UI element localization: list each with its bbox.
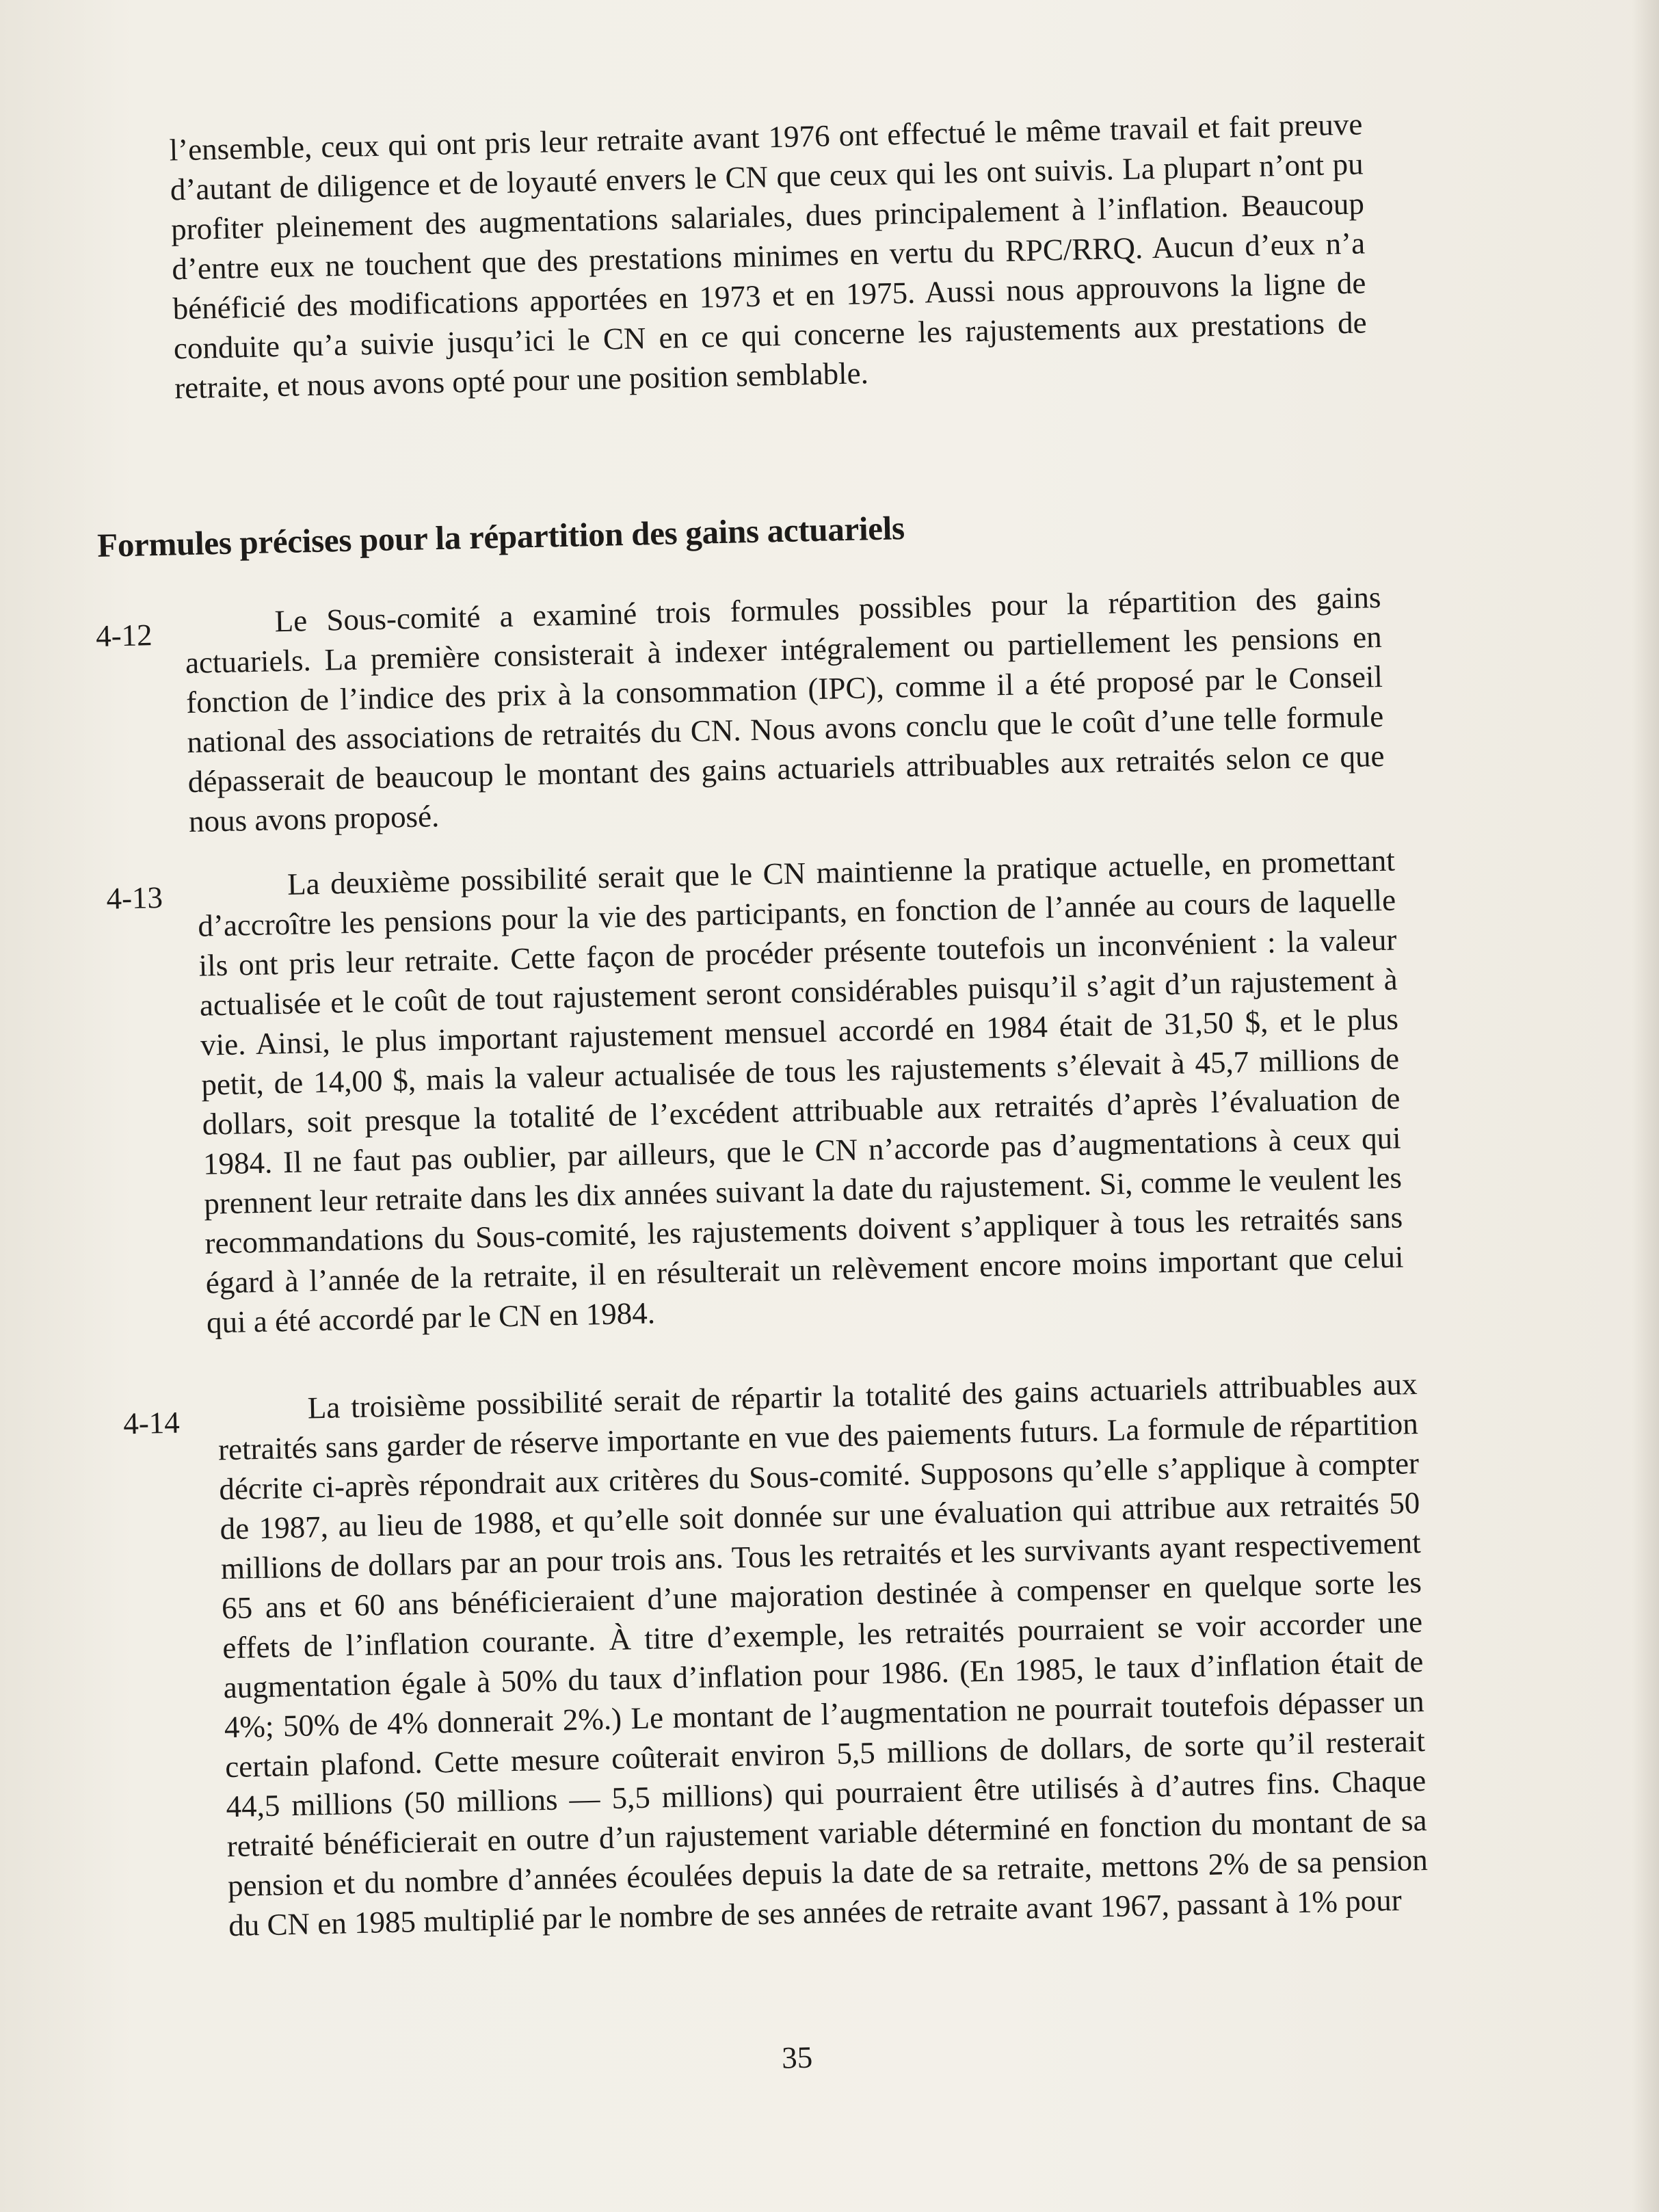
paragraph-4-12 bbox=[184, 577, 1385, 841]
paragraph-4-13 bbox=[197, 841, 1405, 1343]
page-number: 35 bbox=[781, 2040, 813, 2075]
paragraph-number-4-12: 4-12 bbox=[95, 618, 153, 653]
paragraph-4-13-text: La deuxième possibilité serait que le CN maintienne la pratique actuelle, en promettant d’accroître les pensions pour la vie des participants, en fonction de l’année au cours de laquelle ils ont pris leur retraite. Cette façon de procéder présente toutefois un inconvénient : la valeur actualisée et le coût de tout rajustement seront considérables puisqu’il s’agit d’un rajustement à vie. Ainsi, le plus important rajustement mensuel accordé en 1984 était de 31,50 $, et le plus petit, de 14,00 $, mais la valeur actualisée de tous les rajustements s’élevait à 45,7 millions de dollars, soit presque la totalité de l’excédent attribuable aux retraités d’après l’évaluation de 1984. Il ne faut pas oublier, par ailleurs, que le CN n’accorde pas d’augmentations à ceux qui prennent leur retraite dans les dix années suivant la date du rajustement. Si, comme le veulent les recommandations du Sous-comité, les rajustements doivent s’appliquer à tous les retraités sans égard à l’année de la retraite, il en résulterait un relèvement encore moins important que celui qui a été accordé par le CN en 1984. bbox=[197, 843, 1404, 1340]
paragraph-4-14 bbox=[217, 1364, 1429, 1945]
paragraph-number-4-14: 4-14 bbox=[122, 1405, 181, 1441]
paragraph-number-4-13: 4-13 bbox=[105, 880, 163, 916]
paragraph-4-12-text: Le Sous-comité a examiné trois formules possibles pour la répartition des gains actuariels. La première consisterait à indexer intégralement ou partiellement les pensions en fonction de l’indice des prix à la consommation (IPC), comme il a été proposé par le Conseil national des associations de retraités du CN. Nous avons conclu que le coût d’une telle formule dépasserait de beaucoup le montant des gains actuariels attribuables aux retraités selon ce que nous avons proposé. bbox=[185, 579, 1385, 839]
section-heading: Formules précises pour la répartition des gains actuariels bbox=[96, 509, 905, 564]
paragraph-4-14-text: La troisième possibilité serait de répartir la totalité des gains actuariels attribuables aux retraités sans garder de réserve importante en vue des paiements futurs. La formule de répartition décrite ci-après répondrait aux critères du Sous-comité. Supposons qu’elle s’applique à compter de 1987, au lieu de 1988, et qu’elle soit donnée sur une évaluation qui attribue aux retraités 50 millions de dollars par an pour trois ans. Tous les retraités et les survivants ayant respectivement 65 ans et 60 ans bénéficieraient d’une majoration destinée à compenser en quelque sorte les effets de l’inflation courante. À titre d’exemple, les retraités pourraient se voir accorder une augmentation égale à 50% du taux d’inflation pour 1986. (En 1985, le taux d’inflation était de 4%; 50% de 4% donnerait 2%.) Le montant de l’augmentation ne pourrait toutefois dépasser un certain plafond. Cette mesure coûterait environ 5,5 millions de dollars, de sorte qu’il resterait 44,5 millions (50 millions — 5,5 millions) qui pourraient être utilisés à d’autres fins. Chaque retraité bénéficierait en outre d’un rajustement variable déterminé en fonction du montant de sa pension et du nombre d’années écoulées depuis la date de sa retraite, mettons 2% de sa pension du CN en 1985 multiplié par le nombre de ses années de retraite avant 1967, passant à 1% pour bbox=[217, 1367, 1429, 1943]
intro-paragraph-text: l’ensemble, ceux qui ont pris leur retraite avant 1976 ont effectué le même travail et fait preuve d’autant de diligence et de loyauté envers le CN que ceux qui les ont suivis. La plupart n’ont pu profiter pleinement des augmentations salariales, dues principalement à l’inflation. Beaucoup d’entre eux ne touchent que des prestations minimes en vertu du RPC/RRQ. Aucun d’eux n’a bénéficié des modifications apportées en 1973 et en 1975. Aussi nous approuvons la ligne de conduite qu’a suivie jusqu’ici le CN en ce qui concerne les rajustements aux prestations de retraite, et nous avons opté pour une position semblable. bbox=[169, 107, 1368, 406]
intro-paragraph bbox=[169, 104, 1368, 408]
